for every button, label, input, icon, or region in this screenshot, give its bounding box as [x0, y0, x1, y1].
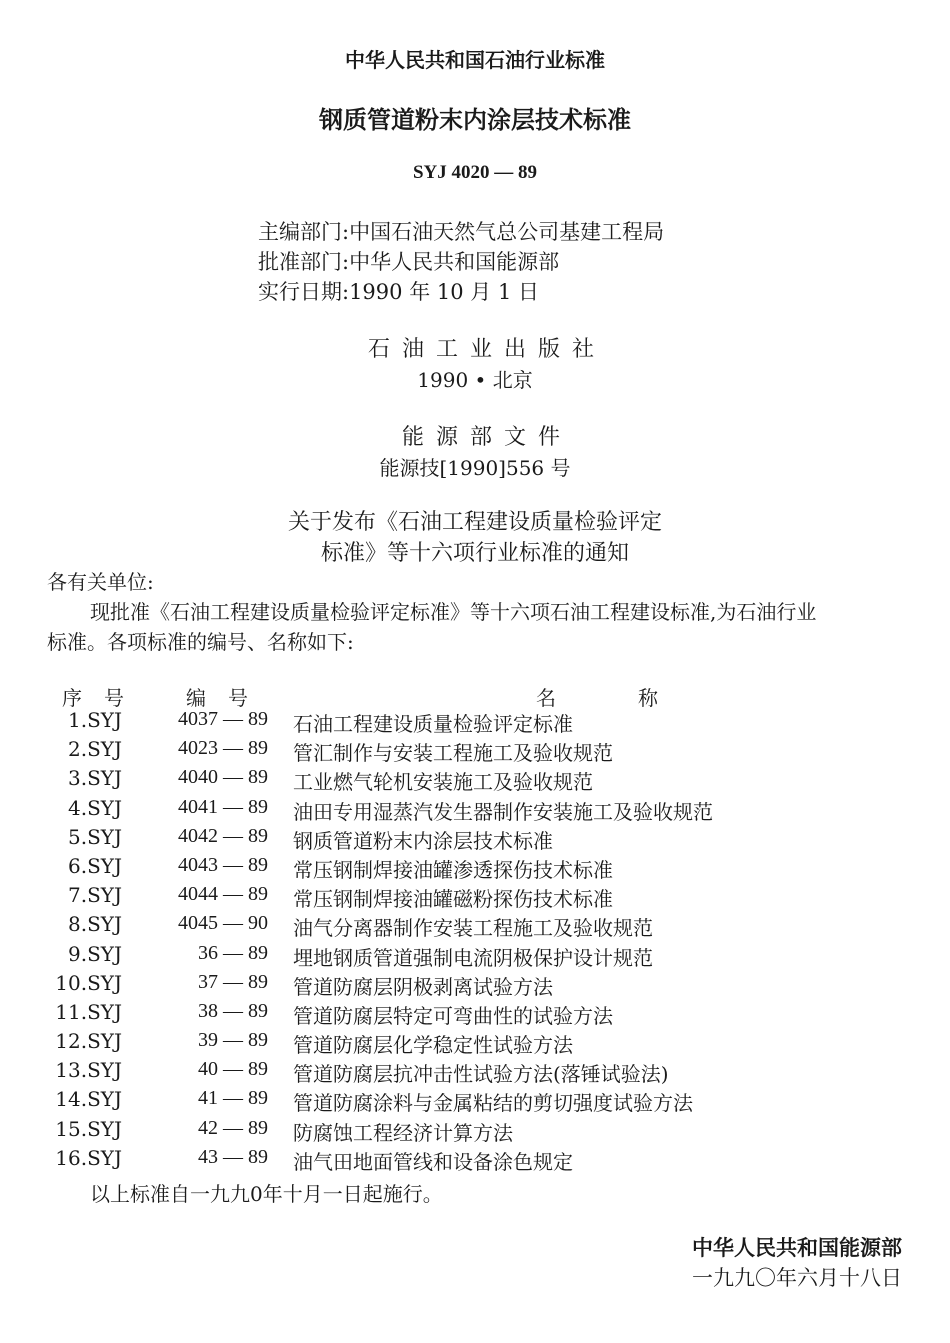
table-row: [0, 796, 950, 825]
table-header-seq: 序号: [62, 686, 146, 710]
table-header-name: 名称: [536, 686, 740, 710]
standard-code: SYJ 4020 — 89: [412, 162, 538, 183]
row-seq: 1.SYJ: [67, 708, 122, 732]
row-seq: 15.SYJ: [55, 1116, 122, 1141]
effective-note: 以上标准自一九九0年十月一日起施行。: [90, 1182, 443, 1206]
row-name: 油气分离器制作安装工程施工及验收规范: [293, 916, 653, 941]
row-name: 油田专用湿蒸汽发生器制作安装施工及验收规范: [293, 799, 713, 824]
table-row: [0, 942, 950, 971]
row-number: 42 — 89: [198, 1116, 268, 1139]
table-row: [0, 1000, 950, 1029]
row-number: 4040 — 89: [178, 766, 268, 789]
row-seq: 2.SYJ: [67, 737, 122, 762]
standards-table: [0, 708, 950, 1175]
table-row: [0, 708, 950, 737]
approver-department: 批准部门:中华人民共和国能源部: [258, 250, 560, 274]
row-name: 防腐蚀工程经济计算方法: [293, 1120, 513, 1145]
table-header-number: 编号: [186, 686, 270, 710]
row-seq: 10.SYJ: [55, 970, 122, 995]
row-number: 4043 — 89: [178, 853, 268, 876]
row-seq: 9.SYJ: [67, 941, 122, 966]
table-row: [0, 971, 950, 1000]
row-seq: 3.SYJ: [67, 766, 122, 791]
document-type: 能源部文件: [401, 425, 572, 450]
publisher-date-place: 1990 • 北京: [417, 368, 533, 392]
issuer-signature: 中华人民共和国能源部: [692, 1235, 902, 1260]
row-seq: 7.SYJ: [67, 883, 122, 908]
row-seq: 11.SYJ: [55, 999, 122, 1024]
row-number: 4037 — 89: [178, 708, 268, 730]
row-seq: 13.SYJ: [55, 1058, 122, 1083]
standard-category: 中华人民共和国石油行业标准: [345, 48, 605, 72]
row-number: 4042 — 89: [178, 824, 268, 847]
document-title: 钢质管道粉末内涂层技术标准: [319, 105, 631, 134]
row-seq: 14.SYJ: [55, 1087, 122, 1112]
table-row: [0, 1058, 950, 1087]
editor-department: 主编部门:中国石油天然气总公司基建工程局: [258, 220, 665, 244]
row-number: 4044 — 89: [178, 883, 268, 906]
row-name: 工业燃气轮机安装施工及验收规范: [293, 770, 593, 795]
effective-date: 实行日期:1990 年 10 月 1 日: [258, 280, 539, 304]
salutation: 各有关单位:: [47, 570, 154, 594]
row-seq: 8.SYJ: [67, 912, 122, 937]
row-number: 43 — 89: [198, 1145, 268, 1168]
table-row: [0, 912, 950, 941]
row-number: 39 — 89: [198, 1029, 268, 1052]
table-row: [0, 1029, 950, 1058]
row-name: 石油工程建设质量检验评定标准: [293, 712, 573, 736]
row-name: 油气田地面管线和设备涂色规定: [293, 1149, 573, 1174]
table-row: [0, 825, 950, 854]
row-seq: 16.SYJ: [55, 1145, 122, 1170]
row-number: 37 — 89: [198, 970, 268, 993]
notice-body-line1: 现批准《石油工程建设质量检验评定标准》等十六项石油工程建设标准,为石油行业: [90, 600, 817, 624]
row-number: 4023 — 89: [178, 737, 268, 760]
row-seq: 4.SYJ: [67, 795, 122, 820]
row-seq: 6.SYJ: [67, 853, 122, 878]
table-row: [0, 1146, 950, 1175]
row-name: 管道防腐层抗冲击性试验方法(落锤试验法): [293, 1062, 669, 1087]
row-seq: 5.SYJ: [67, 824, 122, 849]
row-name: 管道防腐涂料与金属粘结的剪切强度试验方法: [293, 1091, 693, 1116]
row-number: 41 — 89: [198, 1087, 268, 1110]
notice-body-line2: 标准。各项标准的编号、名称如下:: [47, 630, 354, 654]
issue-date: 一九九〇年六月十八日: [692, 1266, 902, 1290]
document-number: 能源技[1990]556 号: [379, 456, 571, 480]
row-name: 管道防腐层阴极剥离试验方法: [293, 974, 553, 999]
row-name: 常压钢制焊接油罐渗透探伤技术标准: [293, 857, 613, 882]
row-seq: 12.SYJ: [55, 1029, 122, 1054]
table-row: [0, 854, 950, 883]
row-number: 4045 — 90: [178, 912, 268, 935]
table-row: [0, 737, 950, 766]
notice-title-line1: 关于发布《石油工程建设质量检验评定: [287, 510, 662, 535]
table-row: [0, 1087, 950, 1116]
row-number: 38 — 89: [198, 999, 268, 1022]
row-number: 4041 — 89: [178, 795, 268, 818]
notice-title-line2: 标准》等十六项行业标准的通知: [320, 541, 629, 566]
row-name: 钢质管道粉末内涂层技术标准: [293, 828, 553, 853]
row-number: 36 — 89: [198, 941, 268, 964]
row-name: 管道防腐层特定可弯曲性的试验方法: [293, 1003, 613, 1028]
row-name: 埋地钢质管道强制电流阴极保护设计规范: [293, 945, 653, 970]
row-name: 管汇制作与安装工程施工及验收规范: [293, 741, 613, 766]
table-row: [0, 1117, 950, 1146]
table-row: [0, 883, 950, 912]
row-number: 40 — 89: [198, 1058, 268, 1081]
row-name: 常压钢制焊接油罐磁粉探伤技术标准: [293, 887, 613, 912]
publisher-name: 石油工业出版社: [367, 337, 606, 362]
row-name: 管道防腐层化学稳定性试验方法: [293, 1033, 573, 1058]
table-row: [0, 766, 950, 795]
